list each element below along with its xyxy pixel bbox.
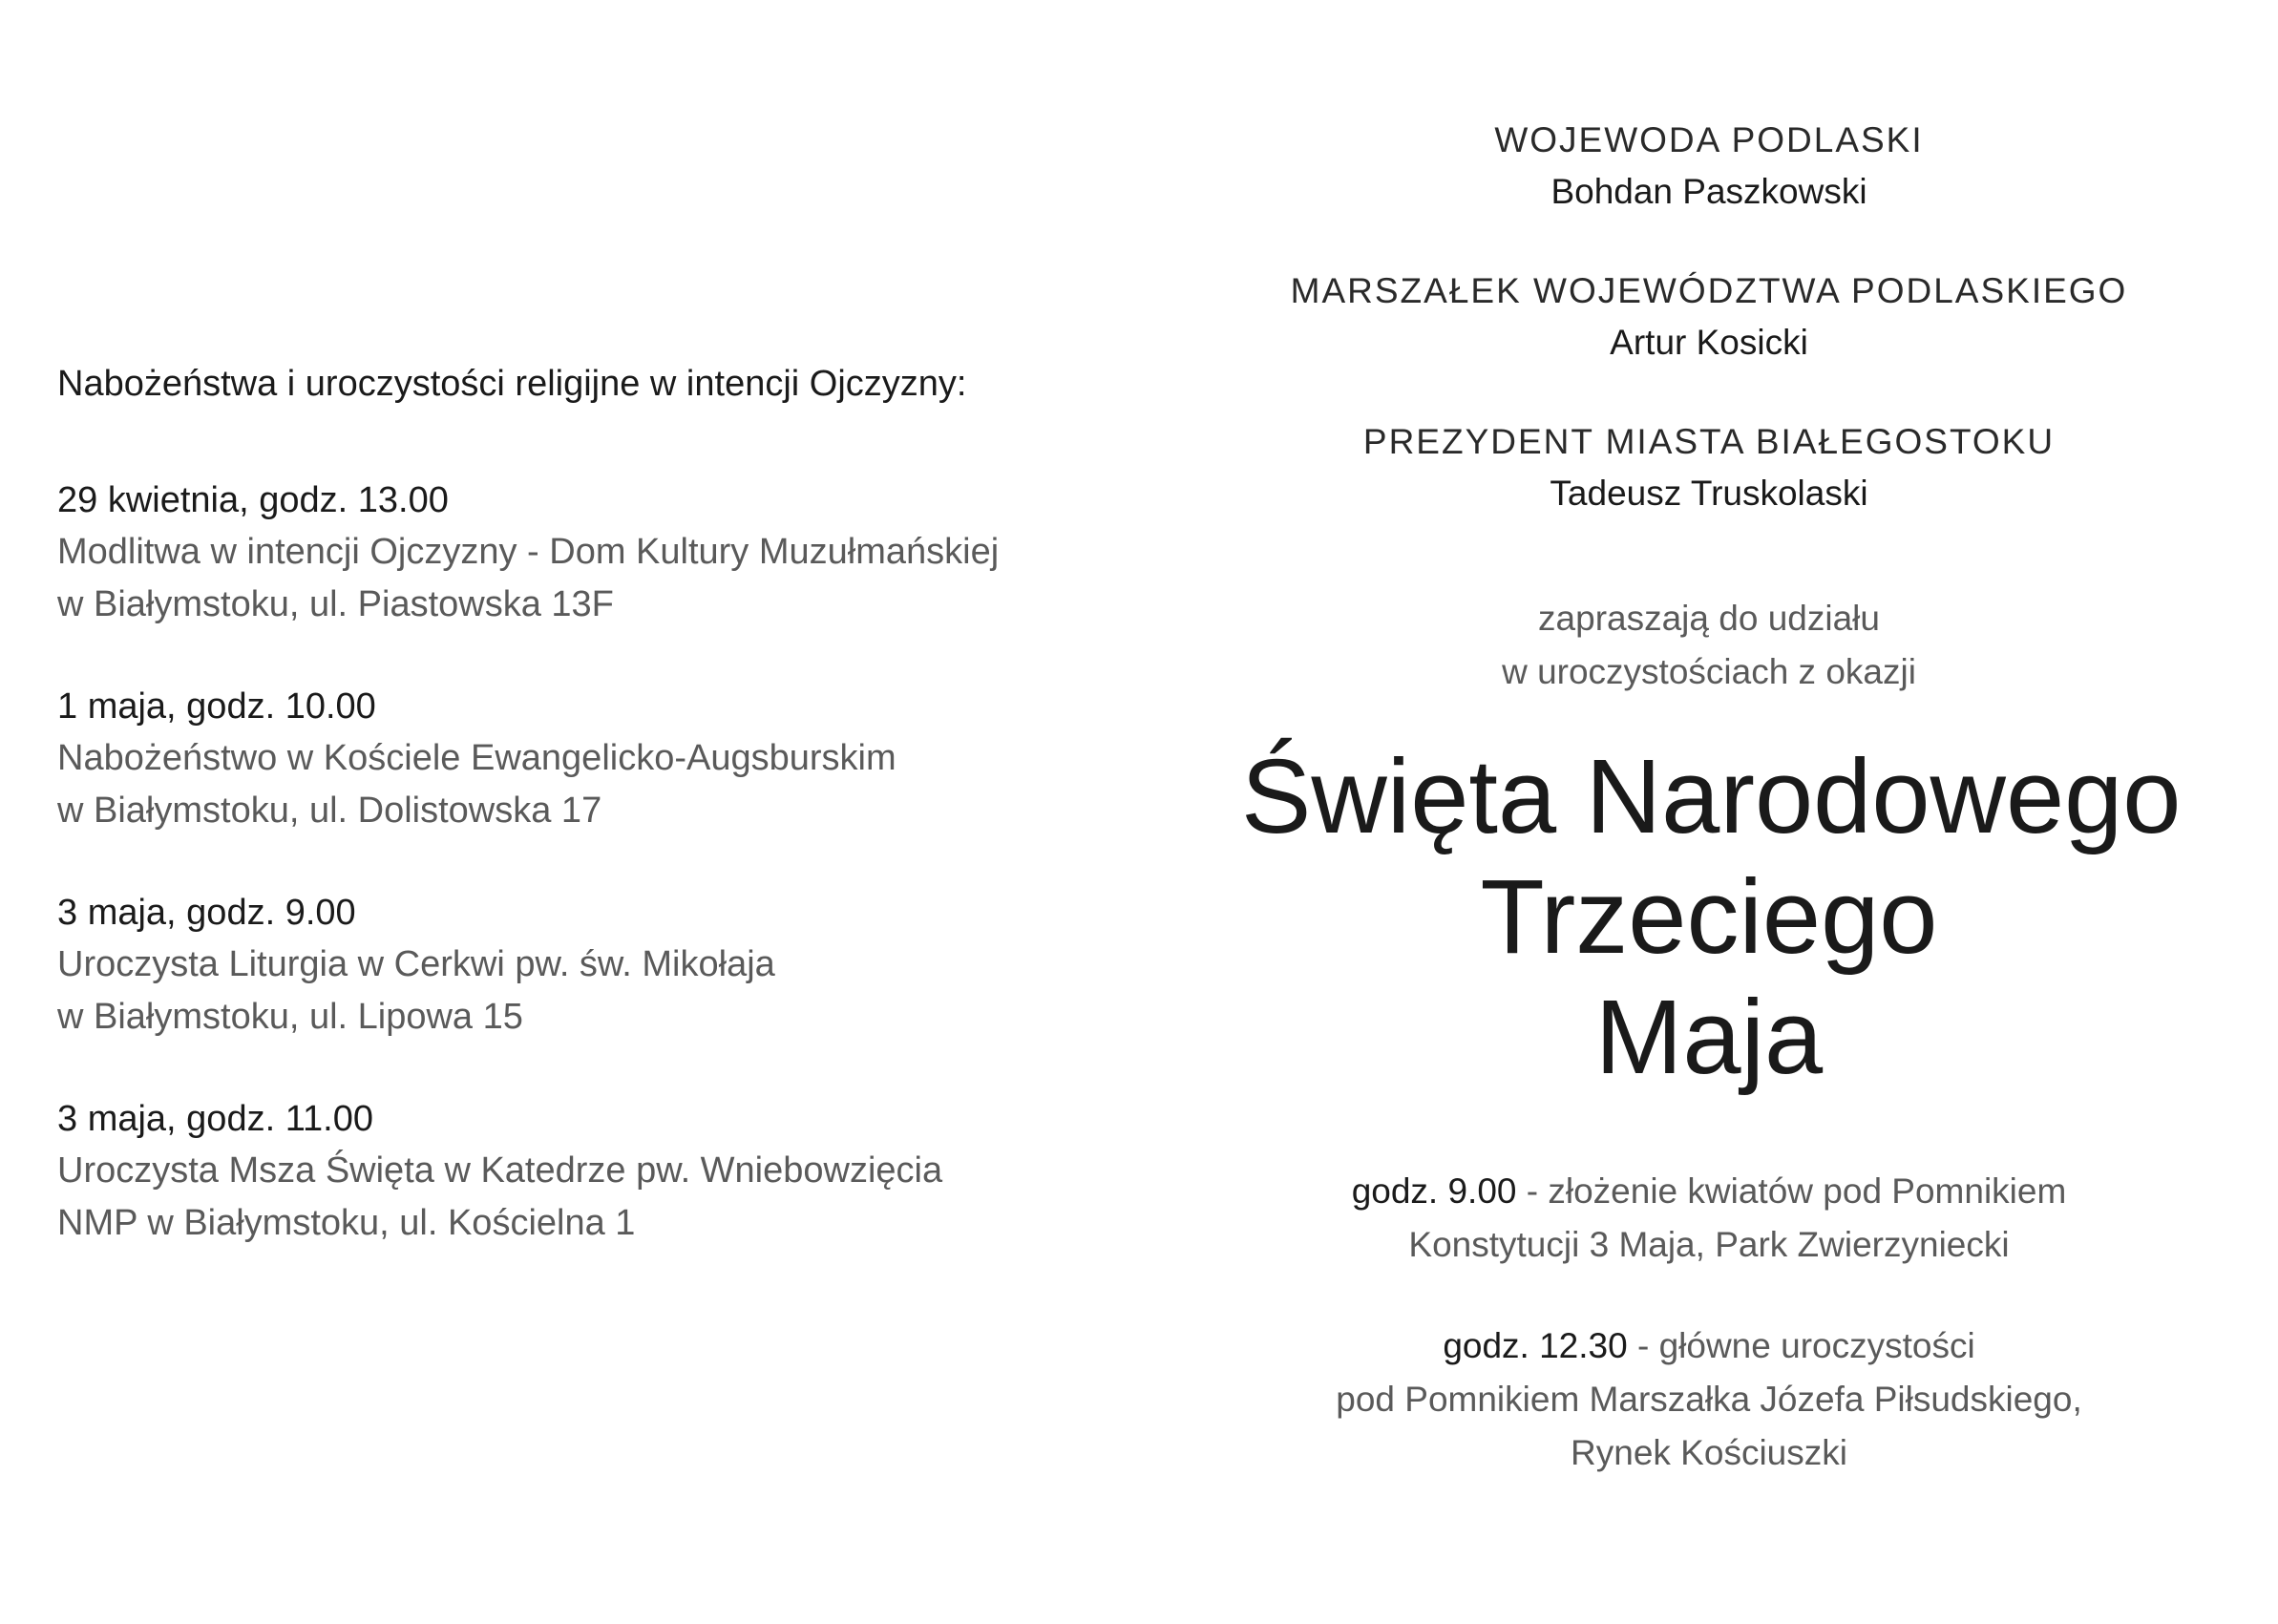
service-description: Modlitwa w intencji Ojczyzny - Dom Kultury Muzułmańskiej <box>57 532 1000 572</box>
host-role: MARSZAŁEK WOJEWÓDZTWA PODLASKIEGO <box>1290 271 2128 310</box>
host-voivode <box>1241 115 2177 218</box>
host-marshal <box>1241 265 2177 369</box>
service-location: w Białymstoku, ul. Dolistowska 17 <box>57 791 602 831</box>
host-role: PREZYDENT MIASTA BIAŁEGOSTOKU <box>1362 422 2056 461</box>
invitation-section <box>1241 115 2182 1528</box>
holiday-title <box>1241 737 2182 1098</box>
service-date: 3 maja, godz. 11.00 <box>57 1099 373 1139</box>
event-item <box>1241 1165 2177 1272</box>
service-date: 29 kwietnia, godz. 13.00 <box>57 480 449 520</box>
host-name: Tadeusz Truskolaski <box>1550 474 1868 513</box>
service-location: NMP w Białymstoku, ul. Kościelna 1 <box>57 1203 636 1243</box>
event-time: godz. 12.30 <box>1443 1326 1628 1365</box>
event-location: pod Pomnikiem Marszałka Józefa Piłsudskiego, <box>1336 1380 2082 1419</box>
religious-services-section <box>57 358 1184 1299</box>
service-date: 1 maja, godz. 10.00 <box>57 686 376 727</box>
event-location: Konstytucji 3 Maja, Park Zwierzyniecki <box>1408 1225 2010 1264</box>
service-item <box>57 1093 1184 1250</box>
event-time: godz. 9.00 <box>1351 1171 1517 1211</box>
service-item <box>57 681 1184 837</box>
title-line: Święta Narodowego <box>1241 738 2182 855</box>
service-date: 3 maja, godz. 9.00 <box>57 893 356 933</box>
host-role: WOJEWODA PODLASKI <box>1494 120 1924 159</box>
invitation-text <box>1241 592 2177 699</box>
title-line: Maja <box>1594 979 1824 1096</box>
invitation-line: w uroczystościach z okazji <box>1502 652 1916 691</box>
event-item <box>1241 1319 2177 1480</box>
invitation-line: zapraszają do udziału <box>1538 599 1880 638</box>
service-location: w Białymstoku, ul. Piastowska 13F <box>57 584 614 624</box>
service-description: Uroczysta Liturgia w Cerkwi pw. św. Mikołaja <box>57 944 775 984</box>
host-name: Bohdan Paszkowski <box>1550 172 1867 211</box>
host-mayor <box>1241 416 2177 519</box>
event-description: - złożenie kwiatów pod Pomnikiem <box>1516 1171 2067 1211</box>
service-location: w Białymstoku, ul. Lipowa 15 <box>57 997 523 1037</box>
service-description: Uroczysta Msza Święta w Katedrze pw. Wniebowzięcia <box>57 1150 943 1191</box>
service-description: Nabożeństwo w Kościele Ewangelicko-Augsburskim <box>57 738 896 778</box>
event-description: - główne uroczystości <box>1627 1326 1975 1365</box>
service-item <box>57 887 1184 1044</box>
host-name: Artur Kosicki <box>1610 323 1808 362</box>
service-item <box>57 475 1184 631</box>
title-line: Trzeciego <box>1480 858 1938 976</box>
event-location: Rynek Kościuszki <box>1571 1433 1847 1472</box>
services-heading: Nabożeństwa i uroczystości religijne w intencji Ojczyzny: <box>57 364 967 404</box>
